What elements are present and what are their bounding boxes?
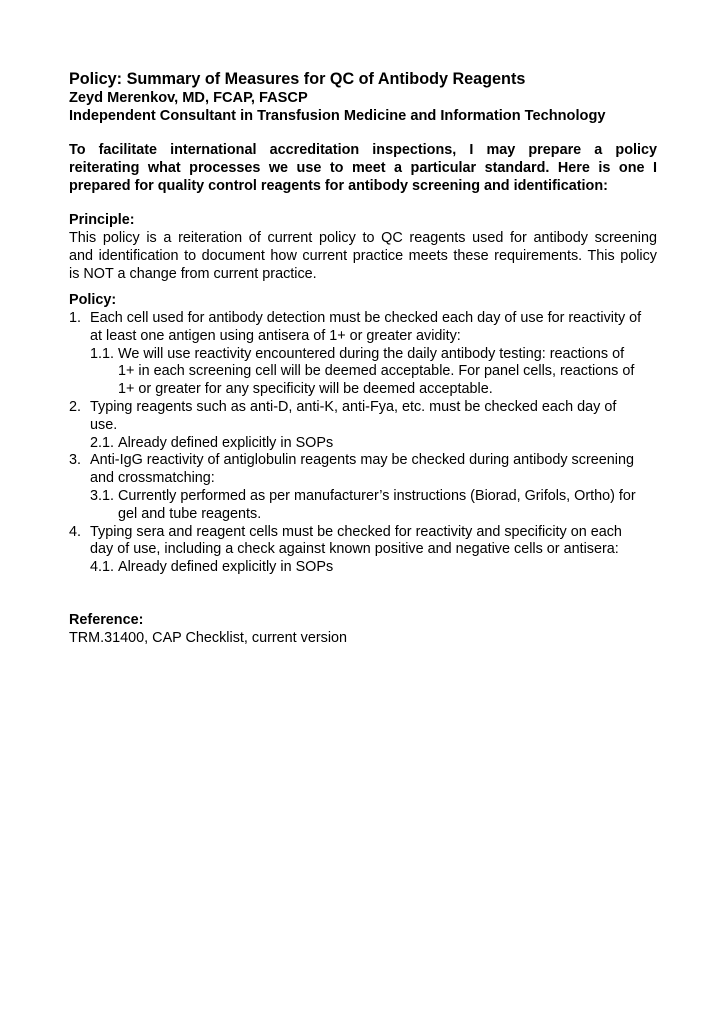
intro-paragraph: [69, 142, 657, 195]
policy-subitem: [69, 488, 657, 524]
policy-item-number: 1.: [69, 310, 82, 326]
policy-subitem-line: gel and tube reagents.: [118, 505, 262, 522]
policy-subitem: [69, 559, 657, 577]
intro-line: reiterating what processes we use to meet a particular standard. Here is one I: [69, 159, 657, 176]
principle-line: and identification to document how current practice meets these requirements. This policy: [69, 247, 657, 264]
policy-item-line: Anti-IgG reactivity of antiglobulin reagents may be checked during antibody screening: [90, 452, 634, 469]
policy-item-line: day of use, including a check against known positive and negative cells or antisera:: [90, 541, 619, 558]
principle-line: This policy is a reiteration of current policy to QC reagents used for antibody screening: [69, 230, 657, 246]
policy-subitem: [69, 435, 657, 453]
document-author: Zeyd Merenkov, MD, FCAP, FASCP: [69, 90, 308, 106]
policy-item-number: 4.: [69, 523, 82, 540]
policy-item-line: use.: [90, 416, 118, 433]
policy-subitem-line: Already defined explicitly in SOPs: [118, 434, 334, 451]
policy-item-number: 2.: [69, 398, 82, 415]
policy-subitem-number: 2.1.: [90, 434, 115, 451]
policy-subitem-line: Already defined explicitly in SOPs: [118, 559, 334, 576]
policy-subitem-line: 1+ or greater for any specificity will be deemed acceptable.: [118, 381, 493, 398]
policy-item: [69, 524, 657, 560]
policy-item-line: Typing reagents such as anti-D, anti-K, anti-Fya, etc. must be checked each day of: [90, 398, 617, 415]
policy-item-number: 3.: [69, 452, 82, 469]
policy-heading: Policy:: [69, 292, 117, 308]
intro-line: prepared for quality control reagents for antibody screening and identification:: [69, 177, 608, 194]
policy-list: [69, 310, 657, 577]
policy-subitem-line: We will use reactivity encountered during the daily antibody testing: reactions of: [118, 345, 625, 362]
policy-subitem-line: Currently performed as per manufacturer’s instructions (Biorad, Grifols, Ortho) for: [118, 487, 636, 504]
policy-item-line: at least one antigen using antisera of 1+ or greater avidity:: [90, 327, 461, 344]
policy-subitem: [69, 346, 657, 399]
policy-subitem-number: 1.1.: [90, 345, 115, 362]
principle-paragraph: [69, 230, 657, 283]
policy-subitem-number: 4.1.: [90, 559, 115, 576]
policy-item-line: Typing sera and reagent cells must be checked for reactivity and specificity on each: [90, 523, 622, 540]
policy-subitem-line: 1+ in each screening cell will be deemed acceptable. For panel cells, reactions of: [118, 363, 635, 380]
policy-item-line: and crossmatching:: [90, 470, 215, 487]
policy-item: [69, 452, 657, 488]
author-affiliation: Independent Consultant in Transfusion Medicine and Information Technology: [69, 108, 606, 124]
principle-line: is NOT a change from current practice.: [69, 265, 317, 282]
policy-item: [69, 399, 657, 435]
policy-subitem-number: 3.1.: [90, 487, 115, 504]
policy-item: [69, 310, 657, 346]
principle-heading: Principle:: [69, 212, 135, 228]
intro-line: To facilitate international accreditation inspections, I may prepare a policy: [69, 142, 657, 158]
document-title: Policy: Summary of Measures for QC of Antibody Reagents: [69, 70, 526, 88]
reference-text: TRM.31400, CAP Checklist, current version: [69, 630, 348, 646]
policy-item-line: Each cell used for antibody detection must be checked each day of use for reactivity of: [90, 310, 642, 326]
reference-heading: Reference:: [69, 612, 144, 628]
